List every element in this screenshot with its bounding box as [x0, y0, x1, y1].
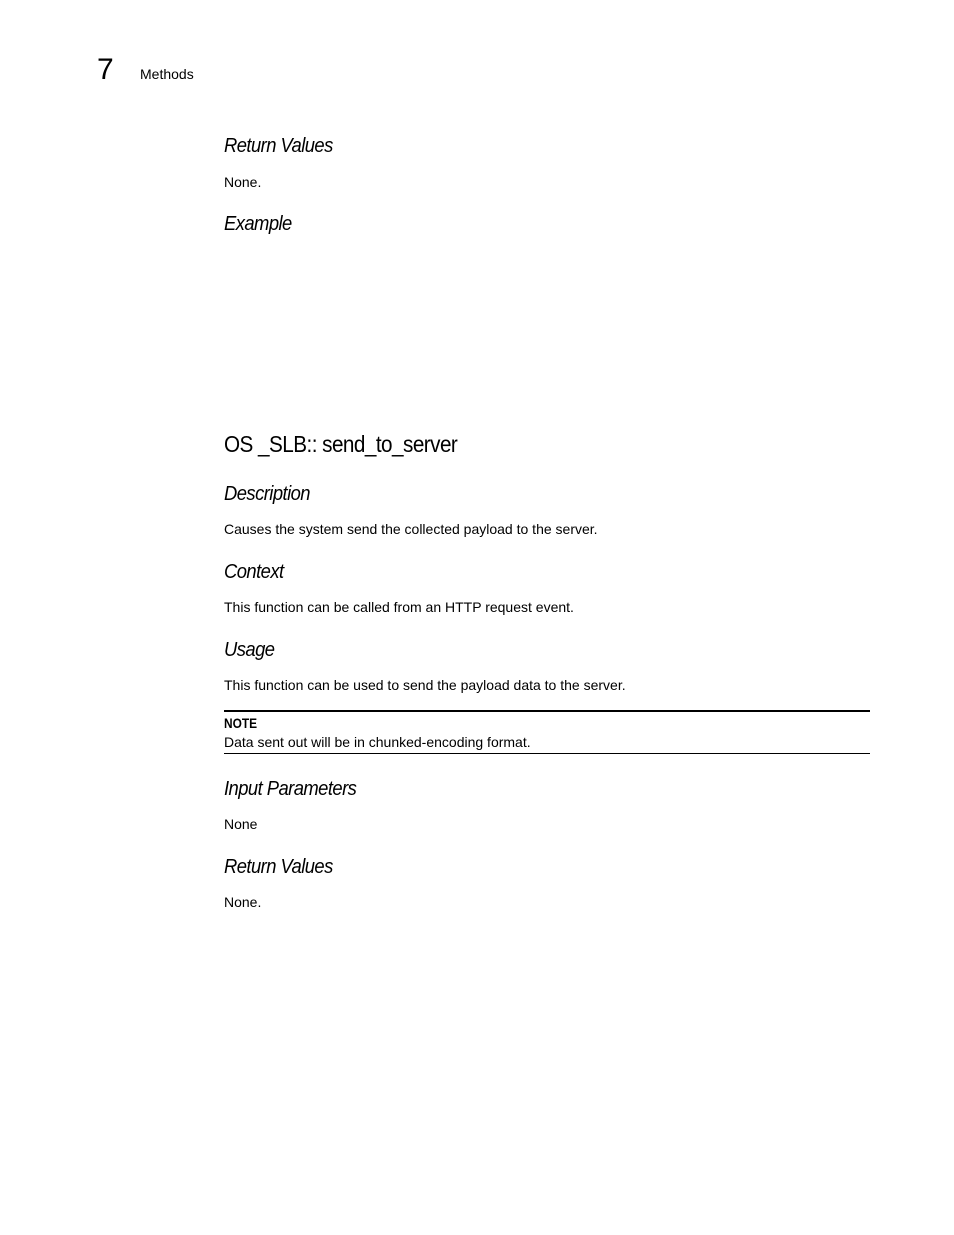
- usage-text: This function can be used to send the payload data to the server.: [224, 677, 626, 693]
- note-label: NOTE: [224, 715, 258, 731]
- chapter-title: Methods: [140, 66, 194, 82]
- input-parameters-text: None: [224, 816, 258, 832]
- context-text: This function can be called from an HTTP request event.: [224, 599, 574, 615]
- input-parameters-heading: Input Parameters: [224, 778, 357, 800]
- return-values-text-prev: None.: [224, 174, 262, 190]
- description-heading: Description: [224, 483, 310, 505]
- chapter-number: 7: [97, 53, 114, 86]
- note-text: Data sent out will be in chunked-encoding format.: [224, 734, 531, 750]
- note-box: [224, 710, 870, 754]
- context-heading: Context: [224, 561, 284, 583]
- return-values-text: None.: [224, 894, 262, 910]
- return-values-heading-prev: Return Values: [224, 135, 333, 157]
- usage-heading: Usage: [224, 639, 275, 661]
- example-heading: Example: [224, 213, 292, 235]
- description-text: Causes the system send the collected payload to the server.: [224, 521, 598, 537]
- return-values-heading: Return Values: [224, 856, 333, 878]
- section-title: OS _SLB:: send_to_server: [224, 431, 458, 457]
